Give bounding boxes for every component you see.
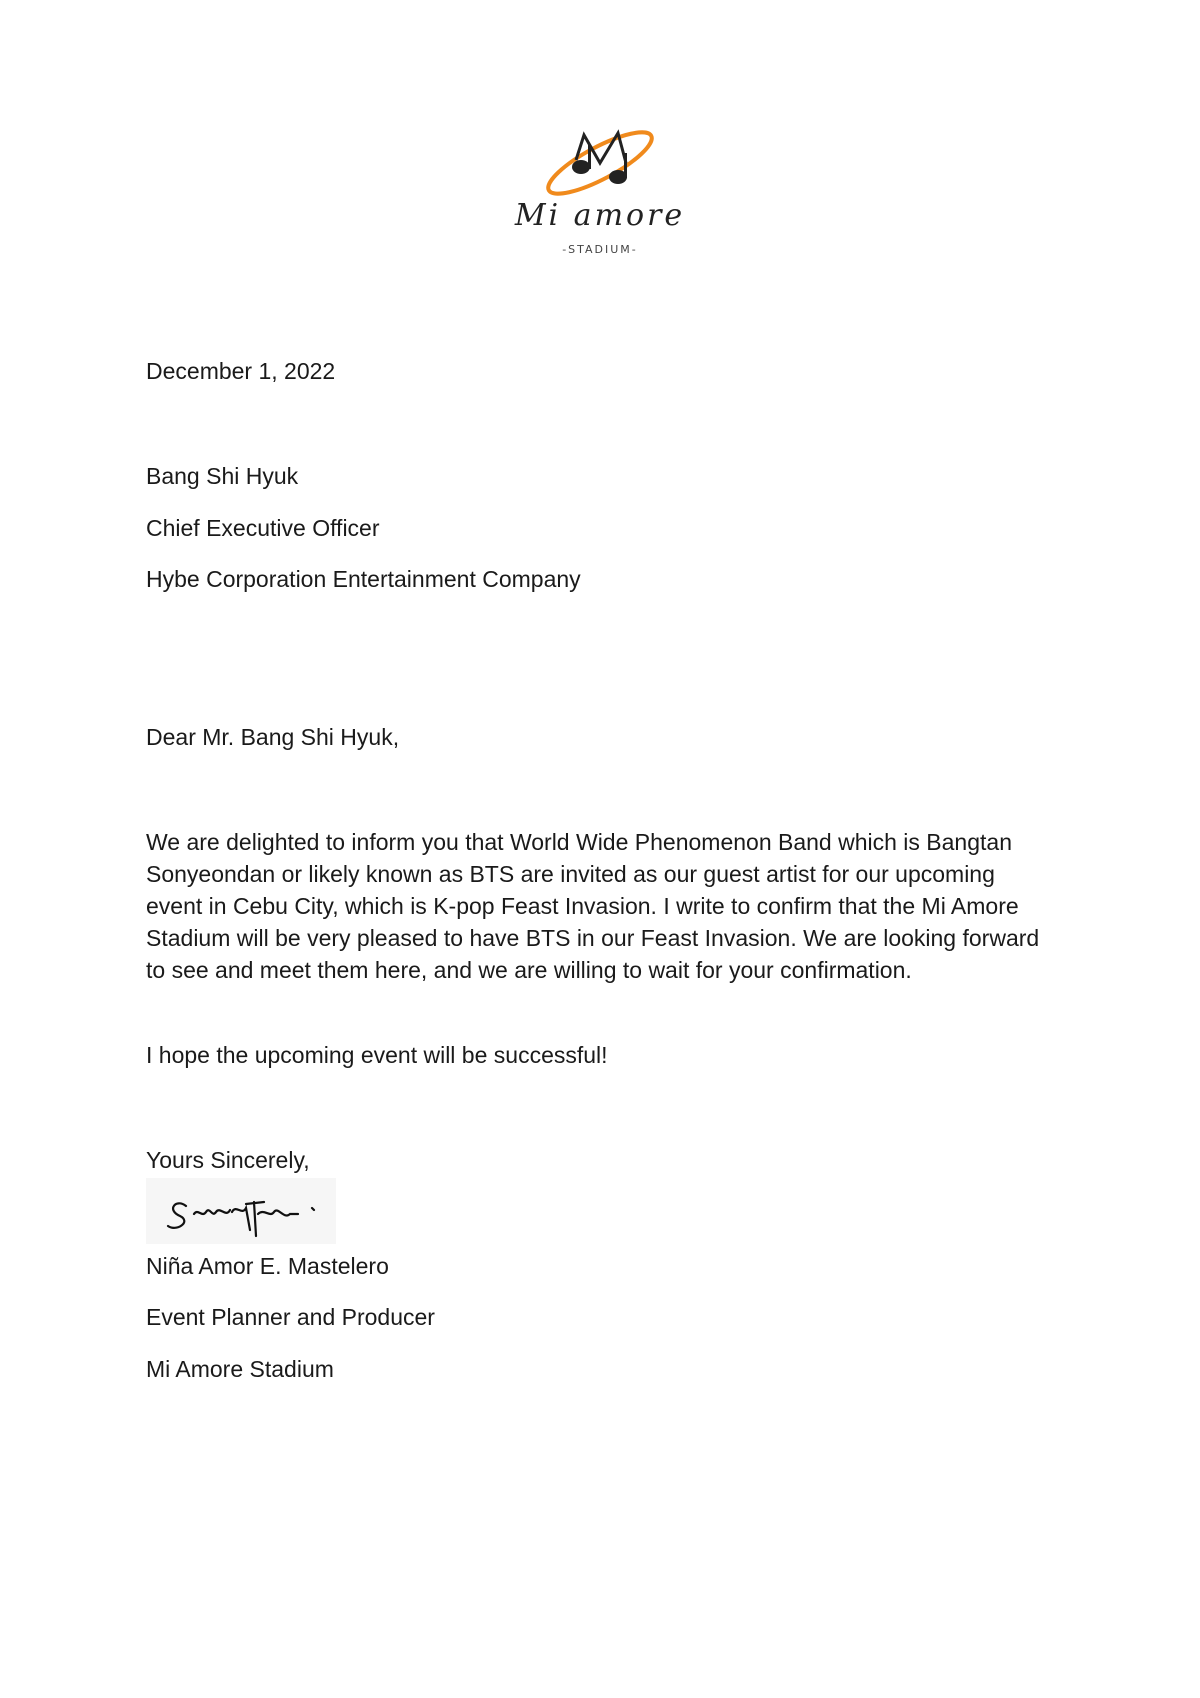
body-paragraph-1: We are delighted to inform you that World Wide Phenomenon Band which is Bangtan Sonyeondan or likely known as BTS are invited as our guest artist for our upcoming event in Cebu City, which is K-pop Feast Invasion. I write to confirm that the Mi Amore Stadium will be very pleased to have BTS in our Feast Invasion. We are looking forward to see and meet them here, and we are willing to wait for your confirmation. — [146, 829, 1040, 983]
closing: Yours Sincerely, — [146, 1147, 310, 1173]
recipient-title: Chief Executive Officer — [146, 515, 380, 541]
sender-organization: Mi Amore Stadium — [146, 1356, 334, 1382]
sender-name: Niña Amor E. Mastelero — [146, 1253, 389, 1279]
sender-title: Event Planner and Producer — [146, 1304, 435, 1330]
body-paragraph-2: I hope the upcoming event will be successful! — [146, 1042, 608, 1068]
logo-sub-text: -STADIUM- — [562, 243, 638, 256]
logo-script-text: Mi amore — [514, 198, 686, 233]
recipient-name: Bang Shi Hyuk — [146, 463, 299, 489]
mi-amore-stadium-logo — [480, 125, 720, 265]
letter-date: December 1, 2022 — [146, 358, 336, 384]
recipient-company: Hybe Corporation Entertainment Company — [146, 566, 581, 592]
handwritten-signature-icon — [146, 1178, 336, 1244]
salutation: Dear Mr. Bang Shi Hyuk, — [146, 724, 400, 750]
